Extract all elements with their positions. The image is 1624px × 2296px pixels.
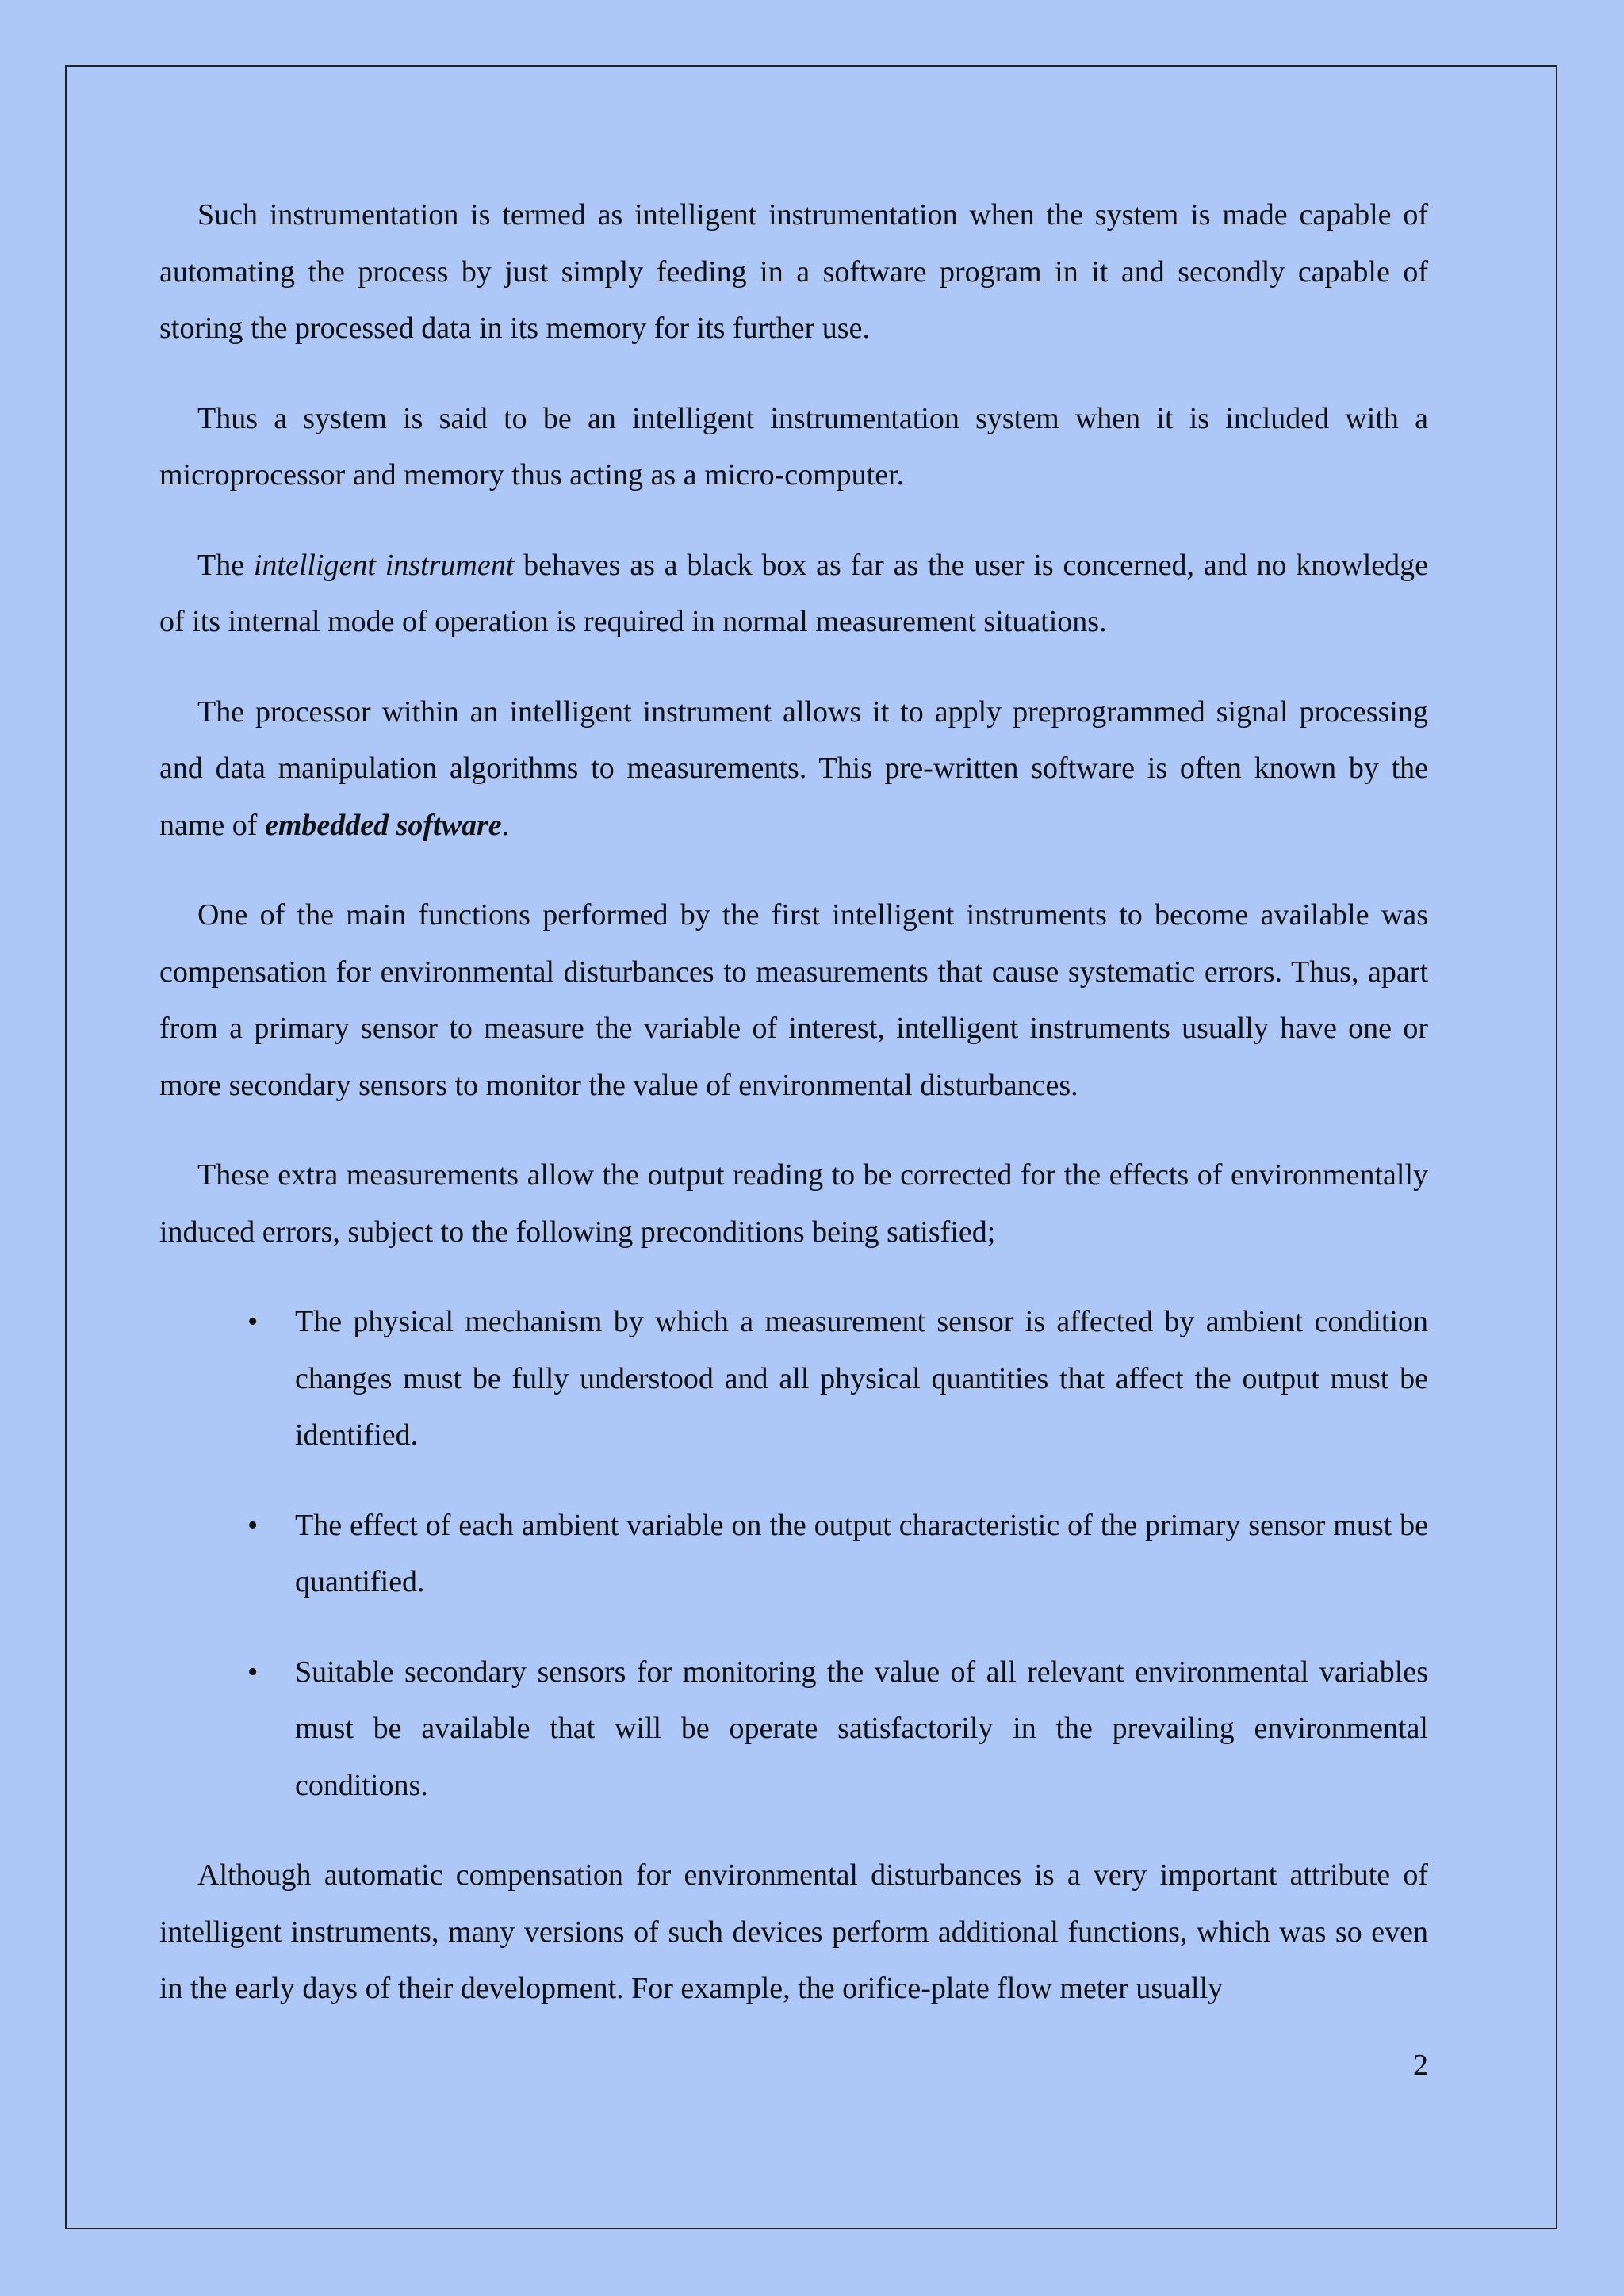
list-item — [247, 1294, 1428, 1464]
paragraph-black-box — [159, 538, 1428, 651]
paragraph-preconditions-intro: These extra measurements allow the output reading to be corrected for the effects of environmentally induced errors, subject to the following preconditions being satisfied; — [159, 1158, 1428, 1249]
paragraph-environmental-compensation: One of the main functions performed by the first intelligent instruments to become available was compensation for environmental disturbances to measurements that cause systematic errors. Thus, apart from a primary sensor to measure the variable of interest, intelligent instruments usually have one or more secondary sensors to monitor the value of environmental disturbances. — [159, 898, 1428, 1102]
list-item-text: Suitable secondary sensors for monitoring the value of all relevant environmental variables must be available that will be operate satisfactorily in the prevailing environmental conditions. — [295, 1655, 1428, 1802]
list-item-text: The physical mechanism by which a measurement sensor is affected by ambient condition changes must be fully understood and all physical quantities that affect the output must be identified. — [295, 1305, 1428, 1452]
page-number: 2 — [1413, 2049, 1428, 2082]
preconditions-list — [159, 1294, 1428, 1814]
bullet-icon: • — [247, 1655, 259, 1689]
paragraph-black-box-post: behaves as a black box as far as the user is concerned, and no knowledge of its internal mode of operation is required in normal measurement situations. — [159, 548, 1429, 638]
embedded-software-term: embedded software — [264, 808, 502, 842]
bullet-icon: • — [247, 1305, 259, 1338]
paragraph-intelligent-instrumentation-definition: Such instrumentation is termed as intelligent instrumentation when the system is made capable of automating the process by just simply feeding in a software program in it and secondly capable of storing the processed data in its memory for its further use. — [159, 198, 1428, 345]
list-item — [247, 1644, 1428, 1815]
paragraph-microprocessor-memory: Thus a system is said to be an intelligent instrumentation system when it is included with a microprocessor and memory thus acting as a micro-computer. — [159, 401, 1428, 492]
intelligent-instrument-term: intelligent instrument — [253, 548, 515, 582]
paragraph-embedded-software-pre: The processor within an intelligent instrument allows it to apply preprogrammed signal processing and data manipulation algorithms to measurements. This pre-written software is often known by the name of — [159, 695, 1428, 842]
document-body — [159, 187, 1428, 2051]
list-item-text: The effect of each ambient variable on the output characteristic of the primary sensor must be quantified. — [295, 1508, 1428, 1598]
paragraph-black-box-pre: The — [197, 548, 254, 582]
bullet-icon: • — [247, 1508, 259, 1542]
list-item — [247, 1498, 1428, 1611]
paragraph-additional-functions: Although automatic compensation for environmental disturbances is a very important attribute of intelligent instruments, many versions of such devices perform additional functions, which was so even in the early days of their development. For example, the orifice-plate flow meter usually — [159, 1858, 1428, 2005]
paragraph-embedded-software — [159, 684, 1428, 855]
paragraph-embedded-software-post: . — [501, 808, 510, 842]
